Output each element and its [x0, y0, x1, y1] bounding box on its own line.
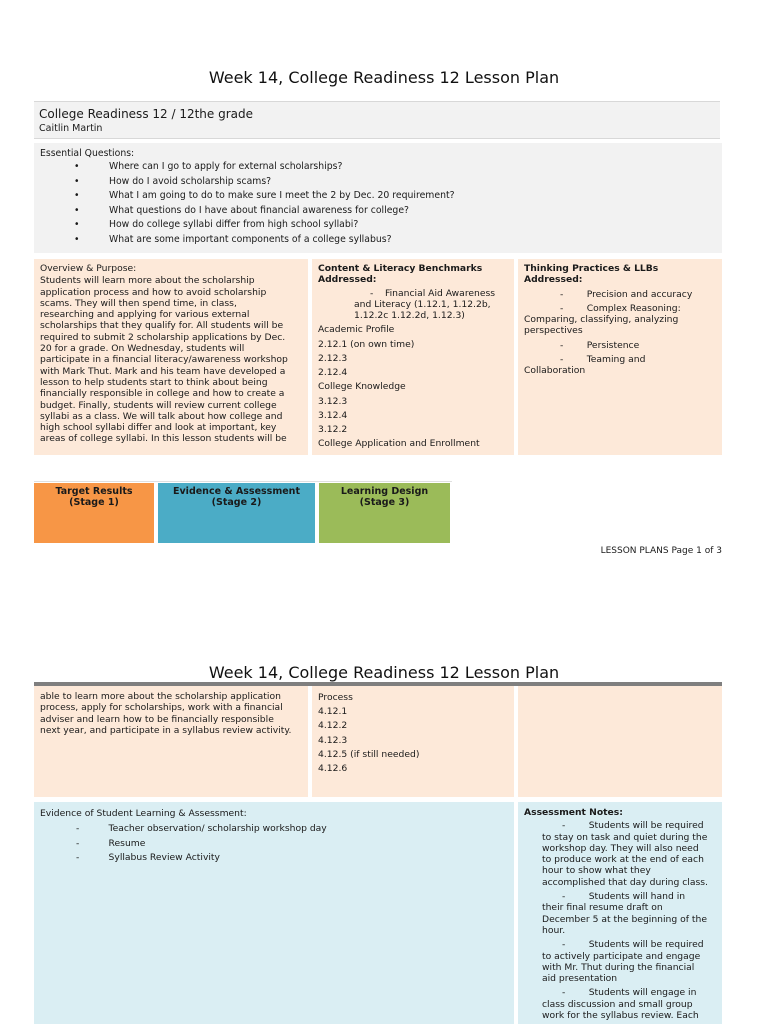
content-line: 3.12.2 — [318, 423, 348, 435]
overview-continued-cell — [34, 686, 308, 797]
evidence-label: Evidence of Student Learning & Assessment: — [40, 808, 247, 819]
list-item: • Where can I go to apply for external scholarships? — [74, 160, 455, 175]
evidence-item-text: Syllabus Review Activity — [108, 852, 220, 864]
note-line: class discussion and small group — [542, 998, 693, 1010]
overview-line: researching and applying for various external — [40, 309, 250, 321]
process-line: 4.12.6 — [318, 763, 348, 775]
thinking-item-text: Persistence — [586, 339, 640, 351]
list-item: • What are some important components of a college syllabus? — [74, 233, 455, 248]
content-line: 2.12.4 — [318, 367, 348, 379]
thinking-practices-cell — [518, 259, 722, 455]
page-footer: LESSON PLANS Page 1 of 3 — [600, 546, 722, 556]
list-item: • How do college syllabi differ from high school syllabi? — [74, 218, 455, 233]
note-item — [524, 939, 716, 984]
overview-line: application process and how to avoid scholarship — [40, 286, 267, 298]
note-item — [524, 987, 716, 1021]
thinking-list — [524, 289, 716, 377]
process-line: 4.12.1 — [318, 706, 348, 718]
content-item-line2: and Literacy (1.12.1, 1.12.2b, — [354, 298, 491, 310]
evidence-item — [40, 851, 508, 865]
note-line: their final resume draft on — [542, 902, 663, 914]
note-first-line — [542, 987, 716, 998]
overview-line: able to learn more about the scholarship application — [40, 691, 281, 702]
stage-2-subtitle: (Stage 2) — [211, 497, 262, 508]
overview-line: Students will learn more about the scholarship — [40, 275, 255, 287]
note-line: accomplished that day during class. — [542, 876, 708, 888]
course-header — [34, 101, 720, 139]
empty-cell — [518, 686, 722, 797]
note-line: to stay on task and quiet during the — [542, 831, 708, 843]
stage-2-box — [158, 483, 315, 543]
thinking-item — [524, 354, 716, 365]
list-item: • What I am going to do to make sure I meet the 2 by Dec. 20 requirement? — [74, 189, 455, 204]
overview-line: scholarships that they qualify for. All students will be — [40, 320, 284, 332]
overview-text — [40, 275, 302, 444]
note-item — [524, 820, 716, 888]
overview-cell — [34, 259, 308, 455]
content-line: 2.12.3 — [318, 352, 348, 364]
overview-line: financially responsible in college and how to create a — [40, 388, 285, 400]
overview-line: 20 for a grade. On Wednesday, students will — [40, 343, 245, 355]
overview-line: scams. They will then spend time, in class, — [40, 297, 237, 309]
thinking-item — [524, 340, 716, 351]
thinking-item — [524, 289, 716, 300]
overview-line: lesson to help students start to think about being — [40, 376, 268, 388]
content-heading — [318, 263, 508, 286]
stage-1-box — [34, 483, 154, 543]
overview-line: budget. Finally, students will review current college — [40, 399, 277, 411]
note-first-line — [542, 820, 716, 831]
process-line: Process — [318, 692, 353, 703]
thinking-item — [524, 303, 716, 314]
evidence-item — [40, 822, 508, 836]
stage-3-subtitle: (Stage 3) — [359, 497, 410, 508]
page-title: Week 14, College Readiness 12 Lesson Plan — [208, 663, 560, 682]
content-item-financial — [318, 288, 508, 322]
overview-line: required to submit 2 scholarship applications by Dec. — [40, 331, 286, 343]
dash: - — [562, 987, 566, 999]
note-text: Students will be required — [588, 820, 704, 832]
overview-line: process, apply for scholarships, work with a financial — [40, 702, 283, 714]
content-line: College Knowledge — [318, 381, 406, 393]
essential-questions-label: Essential Questions: — [40, 148, 135, 159]
overview-line: high school syllabi differ and look at important, key — [40, 422, 277, 434]
thinking-heading-line2: Addressed: — [524, 274, 583, 286]
list-item: • What questions do I have about financial awareness for college? — [74, 204, 455, 219]
note-line: hour. — [542, 924, 566, 936]
thinking-item-continued: perspectives — [524, 325, 583, 337]
thinking-item-continued: Comparing, classifying, analyzing — [524, 314, 679, 326]
teacher-name: Caitlin Martin — [39, 123, 103, 134]
note-line: with Mr. Thut during the financial — [542, 961, 695, 973]
thinking-heading — [524, 263, 716, 286]
note-text: Students will be required — [588, 939, 704, 951]
evidence-cell — [34, 802, 514, 1024]
overview-line: areas of college syllabi. In this lesson students will be — [40, 433, 287, 445]
process-cell — [312, 686, 514, 797]
content-item-text: Financial Aid Awareness — [385, 287, 496, 299]
note-line: workshop day. They will also need — [542, 842, 699, 854]
content-heading-line1: Content & Literacy Benchmarks — [318, 263, 483, 274]
evidence-item-text: Teacher observation/ scholarship workshop day — [108, 823, 327, 835]
content-line: Academic Profile — [318, 324, 395, 336]
note-line: to actively participate and engage — [542, 950, 701, 962]
list-item: • How do I avoid scholarship scams? — [74, 175, 455, 190]
thinking-item-text: Precision and accuracy — [586, 288, 693, 300]
note-item — [524, 891, 716, 936]
thinking-item-text: Teaming and — [586, 354, 646, 366]
overview-label: Overview & Purpose: — [40, 263, 137, 274]
dash: - — [562, 820, 566, 832]
note-first-line — [542, 939, 716, 950]
note-text: Students will hand in — [588, 891, 686, 903]
dash: - — [560, 339, 564, 351]
note-line: hour to show what they — [542, 865, 651, 877]
content-list — [318, 323, 508, 451]
essential-questions — [34, 143, 722, 253]
process-line: 4.12.5 (if still needed) — [318, 748, 420, 760]
evidence-list — [40, 822, 508, 865]
dash: - — [560, 354, 564, 366]
evidence-item — [40, 837, 508, 851]
evidence-item-text: Resume — [108, 837, 146, 849]
process-line: 4.12.3 — [318, 734, 348, 746]
dash: - — [370, 287, 374, 299]
stage-3-box — [319, 483, 450, 543]
note-line: December 5 at the beginning of the — [542, 913, 707, 925]
dash: - — [562, 891, 566, 903]
note-first-line — [542, 891, 716, 902]
content-item-line1 — [354, 288, 508, 299]
dash: - — [560, 288, 564, 300]
overview-line: syllabi as a class. We will talk about how college and — [40, 410, 283, 422]
assessment-notes-heading: Assessment Notes: — [524, 807, 623, 818]
process-line: 4.12.2 — [318, 720, 348, 732]
course-name: College Readiness 12 / 12the grade — [39, 107, 254, 121]
assessment-notes-cell — [518, 802, 722, 1024]
thinking-heading-line1: Thinking Practices & LLBs — [524, 263, 659, 274]
stage-3-title: Learning Design — [340, 486, 429, 497]
stage-2-title: Evidence & Assessment — [173, 486, 300, 497]
note-line: aid presentation — [542, 973, 618, 985]
overview-line: adviser and learn how to be financially responsible — [40, 713, 274, 725]
content-heading-line2: Addressed: — [318, 274, 377, 286]
note-line: to produce work at the end of each — [542, 854, 704, 866]
note-text: Students will engage in — [588, 987, 697, 999]
stage-1-subtitle: (Stage 1) — [69, 497, 119, 508]
content-line: College Application and Enrollment — [318, 438, 480, 450]
content-line: 3.12.4 — [318, 409, 348, 421]
thinking-item-continued: Collaboration — [524, 365, 586, 377]
stage-1-title: Target Results — [55, 486, 133, 497]
content-line: 3.12.3 — [318, 395, 348, 407]
divider — [34, 481, 452, 482]
dash: - — [560, 302, 564, 314]
dash: - — [76, 852, 80, 864]
page-title: Week 14, College Readiness 12 Lesson Plan — [208, 68, 560, 87]
content-line: 2.12.1 (on own time) — [318, 338, 415, 350]
dash: - — [76, 823, 80, 835]
overview-line: participate in a financial literacy/awareness workshop — [40, 354, 288, 366]
overview-line: next year, and participate in a syllabus review activity. — [40, 724, 292, 736]
note-line: work for the syllabus review. Each — [542, 1010, 699, 1022]
dash: - — [562, 939, 566, 951]
essential-questions-list — [74, 160, 455, 248]
dash: - — [76, 837, 80, 849]
overview-line: with Mark Thut. Mark and his team have developed a — [40, 365, 286, 377]
thinking-item-text: Complex Reasoning: — [586, 302, 681, 314]
content-benchmarks-cell — [312, 259, 514, 455]
content-item-line3: 1.12.2c 1.12.2d, 1.12.3) — [354, 310, 465, 322]
